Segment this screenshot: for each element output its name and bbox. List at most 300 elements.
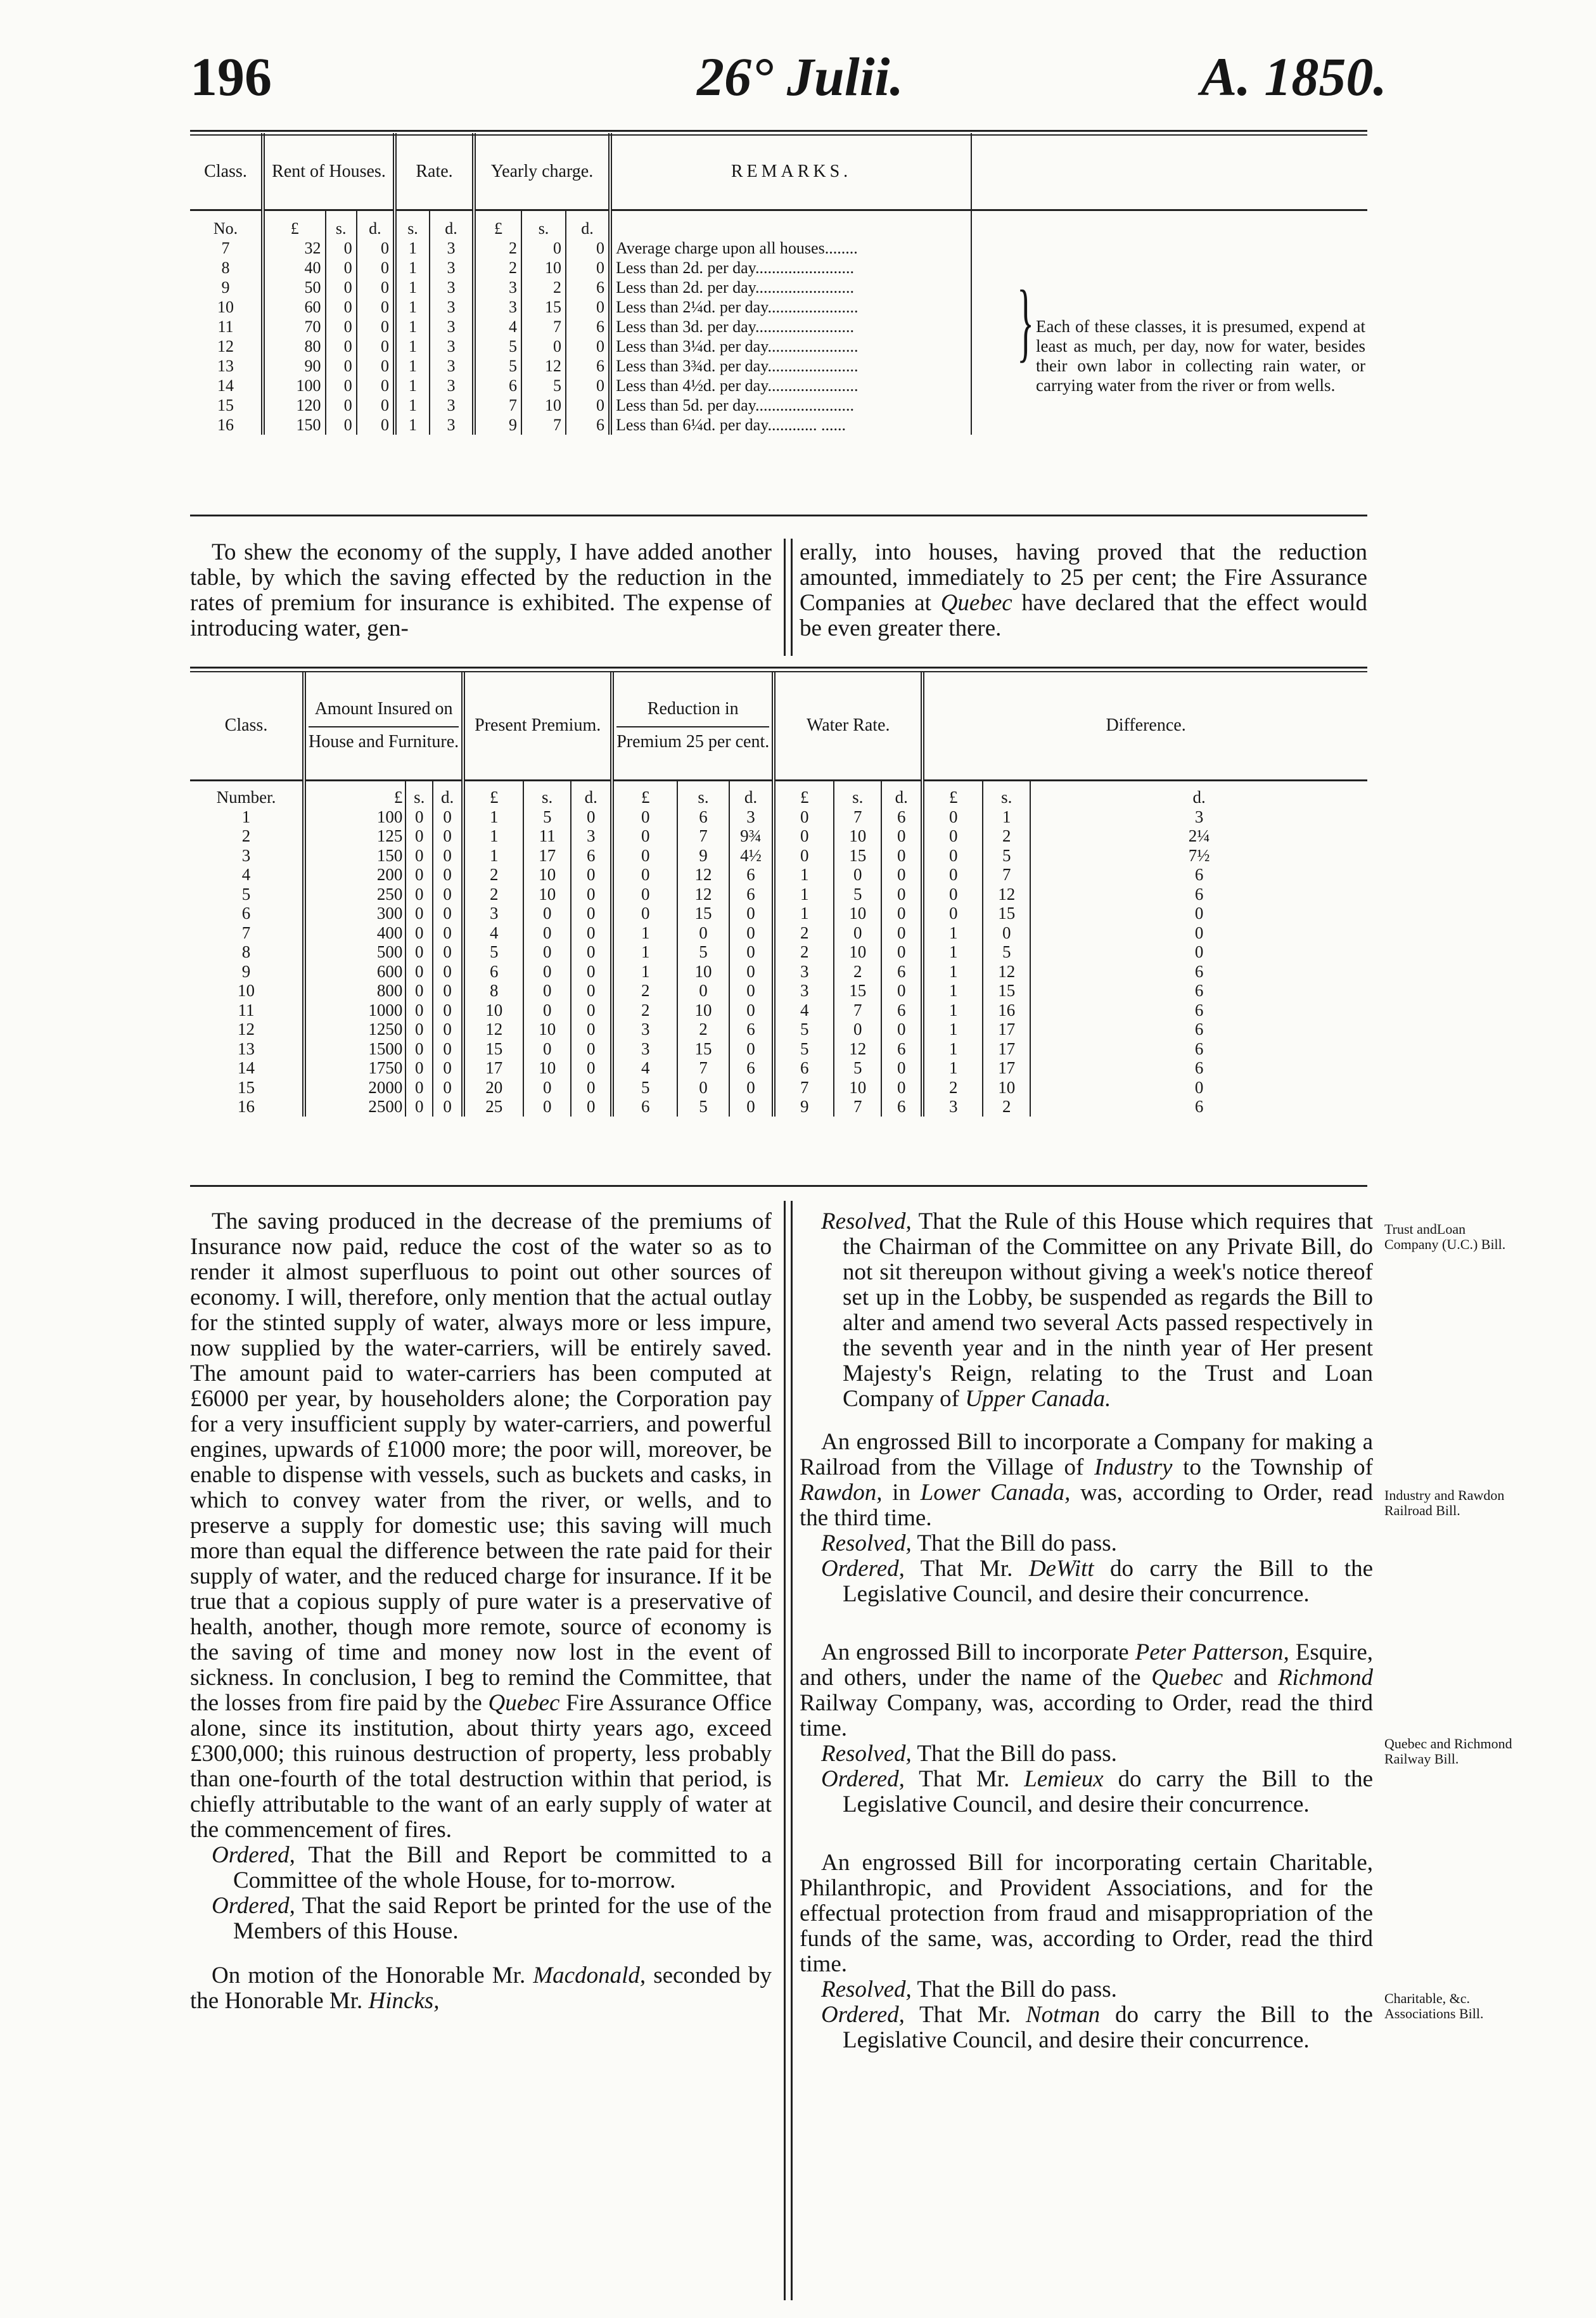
member-name: Notman bbox=[1026, 2002, 1101, 2028]
ordered-text: do carry the Bill to the Legislative Council, and desire their concurrence. bbox=[843, 1556, 1373, 1607]
t2-cell: 5 bbox=[677, 942, 729, 962]
t1-cell: 0 bbox=[357, 258, 395, 278]
resolved-label: Resolved, bbox=[821, 1530, 912, 1556]
t2-cell: 0 bbox=[523, 981, 571, 1001]
t2-cell: 0 bbox=[881, 942, 922, 962]
t2-cell: 6 bbox=[677, 807, 729, 827]
page-number: 196 bbox=[190, 46, 272, 107]
t2-cell: 1 bbox=[774, 865, 834, 885]
t2-row bbox=[190, 826, 1367, 846]
t1-cell: 3 bbox=[430, 278, 474, 297]
t2-cell: 800 bbox=[304, 981, 405, 1001]
t2-cell: 0 bbox=[405, 846, 433, 866]
bill-text: An engrossed Bill to incorporate a Company for making a Railroad from the Village of bbox=[800, 1429, 1373, 1480]
t2-cell: 0 bbox=[729, 904, 774, 923]
t2-cell: 10 bbox=[983, 1078, 1030, 1098]
t2-cell: 11 bbox=[190, 1001, 304, 1020]
t1-cell: 16 bbox=[190, 415, 263, 435]
t2-cell: 6 bbox=[1194, 981, 1204, 1000]
t2-cell: 4½ bbox=[729, 846, 774, 866]
t2-cell: 0 bbox=[523, 923, 571, 943]
t2-unit: Number. bbox=[190, 781, 304, 807]
t2-cell: 10 bbox=[677, 962, 729, 982]
t1-cell: 14 bbox=[190, 376, 263, 395]
t1-cell: 1 bbox=[395, 336, 430, 356]
t2-unit: £ bbox=[304, 781, 405, 807]
t2-bottom-rule bbox=[190, 1185, 1367, 1187]
t2-cell: 2 bbox=[612, 981, 677, 1001]
t1-cell: 1 bbox=[395, 395, 430, 415]
motion-text: seconded by the Honorable Mr. bbox=[190, 1963, 772, 2014]
t1-unit: s. bbox=[326, 210, 357, 239]
t2-cell: 1 bbox=[922, 1039, 983, 1059]
intro-right-text: erally, into houses, having proved that the reduction amounted, immediately to 25 per cent; the Fire Assurance Companies at bbox=[800, 539, 1367, 616]
t1-cell: 0 bbox=[357, 317, 395, 336]
t1-cell: 2 bbox=[521, 278, 566, 297]
t2-cell: 9¾ bbox=[729, 826, 774, 846]
t1-cell: 0 bbox=[357, 238, 395, 258]
saving-paragraph-end: Fire Assurance Office alone, since its institution, about thirty years ago, exceed £300,000; this ruinous destruction of property, less probably than one-fourth of the total destruction within that period, is chiefly attributable to the want of an early supply of water at the commencement of fires. bbox=[190, 1690, 772, 1843]
t2-cell: 0 bbox=[405, 904, 433, 923]
t2-cell: 0 bbox=[881, 826, 922, 846]
t2-cell: 12 bbox=[983, 885, 1030, 904]
t2-cell: 1 bbox=[922, 1020, 983, 1039]
t2-unit: d. bbox=[1192, 788, 1206, 807]
t2-unit: £ bbox=[922, 781, 983, 807]
t1-cell: 10 bbox=[521, 258, 566, 278]
t1-cell: 0 bbox=[326, 336, 357, 356]
t2-cell: 0 bbox=[571, 1058, 612, 1078]
t1-cell: 40 bbox=[263, 258, 326, 278]
t1-cell: 10 bbox=[521, 395, 566, 415]
t2-cell: 2 bbox=[612, 1001, 677, 1020]
bill-text: and bbox=[1223, 1665, 1278, 1691]
t1-cell: 60 bbox=[263, 297, 326, 317]
t1-cell: 0 bbox=[521, 336, 566, 356]
t2-cell: 300 bbox=[304, 904, 405, 923]
t2-row bbox=[190, 1078, 1367, 1098]
t2-cell: 1 bbox=[774, 885, 834, 904]
t1-cell: 1 bbox=[395, 258, 430, 278]
t1-cell: 12 bbox=[190, 336, 263, 356]
t2-cell: 0 bbox=[433, 846, 463, 866]
resolved-label: Resolved, bbox=[821, 1741, 912, 1767]
t2-cell: 0 bbox=[774, 826, 834, 846]
t2-cell: 0 bbox=[1194, 942, 1204, 961]
t2-cell: 1 bbox=[922, 1058, 983, 1078]
t1-cell: 8 bbox=[190, 258, 263, 278]
t2-cell: 3 bbox=[612, 1020, 677, 1039]
t2-cell: 17 bbox=[983, 1039, 1030, 1059]
t2-cell: 6 bbox=[1194, 1020, 1204, 1039]
t2-cell: 0 bbox=[1194, 904, 1204, 923]
t2-cell: 5 bbox=[834, 885, 881, 904]
t2-cell: 1250 bbox=[304, 1020, 405, 1039]
t1-cell: 0 bbox=[357, 356, 395, 376]
intro-right bbox=[800, 540, 1367, 641]
t2-cell: 11 bbox=[523, 826, 571, 846]
t2-cell: 0 bbox=[433, 1078, 463, 1098]
t2-row bbox=[190, 807, 1367, 827]
t2-cell: 0 bbox=[571, 1039, 612, 1059]
t2-cell: 0 bbox=[881, 981, 922, 1001]
t2-cell: 1 bbox=[190, 807, 304, 827]
t2-cell: 4 bbox=[463, 923, 523, 943]
t2-cell: 15 bbox=[677, 1039, 729, 1059]
t2-cell: 5 bbox=[677, 1097, 729, 1117]
t1-cell: 2 bbox=[474, 238, 521, 258]
motion-text: On motion of the Honorable Mr. bbox=[212, 1963, 533, 1988]
t2-cell: 5 bbox=[463, 942, 523, 962]
t2-cell: 10 bbox=[523, 865, 571, 885]
t2-cell: 0 bbox=[881, 865, 922, 885]
t1-cell: 0 bbox=[357, 415, 395, 435]
t1-cell: 7 bbox=[521, 415, 566, 435]
t2-cell: 6 bbox=[463, 962, 523, 982]
t1-row bbox=[190, 258, 1367, 278]
resolved-place: Upper Canada. bbox=[965, 1386, 1111, 1412]
t2-cell: 0 bbox=[433, 885, 463, 904]
t1-cell: 15 bbox=[521, 297, 566, 317]
t2-cell: 2 bbox=[834, 962, 881, 982]
t2-cell: 7 bbox=[834, 807, 881, 827]
t1-row bbox=[190, 238, 1367, 258]
t1-cell: 0 bbox=[326, 258, 357, 278]
t1-units-row bbox=[190, 210, 1367, 239]
t2-cell: 0 bbox=[433, 923, 463, 943]
t2-cell: 3 bbox=[612, 1039, 677, 1059]
t2-cell: 2000 bbox=[304, 1078, 405, 1098]
page-date: 26° Julii. bbox=[697, 46, 903, 107]
margin-note-trust-loan: Trust andLoan Company (U.C.) Bill. bbox=[1384, 1221, 1506, 1252]
place-name: Quebec bbox=[1151, 1665, 1223, 1691]
t1-cell: 0 bbox=[326, 376, 357, 395]
t2-cell: 100 bbox=[304, 807, 405, 827]
t2-cell: 6 bbox=[1194, 1058, 1204, 1077]
t2-cell: 12 bbox=[983, 962, 1030, 982]
t1-cell: 5 bbox=[474, 356, 521, 376]
t2-cell: 10 bbox=[523, 1058, 571, 1078]
t1-cell: Less than 2d. per day........................ bbox=[610, 278, 971, 297]
t2-row bbox=[190, 1039, 1367, 1059]
t1-cell: 0 bbox=[326, 415, 357, 435]
t2-cell: 0 bbox=[523, 1097, 571, 1117]
t1-cell: 10 bbox=[190, 297, 263, 317]
t2-cell: 0 bbox=[405, 885, 433, 904]
t1-row bbox=[190, 278, 1367, 297]
t1-cell: Less than 3¼d. per day...................... bbox=[610, 336, 971, 356]
t1-cell: 3 bbox=[430, 258, 474, 278]
t2-cell: 0 bbox=[612, 807, 677, 827]
t2-cell: 0 bbox=[677, 923, 729, 943]
t2-cell: 9 bbox=[190, 962, 304, 982]
t1-cell: 4 bbox=[474, 317, 521, 336]
saving-paragraph: The saving produced in the decrease of the premiums of Insurance now paid, reduce the cost of the water so as to render it almost superfluous to point out other sources of economy. I will, therefore, only mention that the actual outlay for the stinted supply of water, always more or less impure, now supplied by the water-carriers, will be entirely saved. The amount paid to water-carriers has been computed at £6000 per year, by householders alone; the Corporation pay for a very insufficient supply by water-carriers, and powerful engines, upwards of £1000 more; the poor will, moreover, be enable to dispense with vessels, such as buckets and casks, in which to convey water from the river, or wells, and to preserve a supply for domestic use; this saving will much more than equal the difference between the rate paid for their supply of water, and the reduced charge for insurance. If it be true that a copious supply of pure water is a preservative of health, another, though more remote, source of economy is the saving of time and money now lost in the event of sickness. In conclusion, I beg to remind the Committee, that the losses from fire paid by the bbox=[190, 1208, 772, 1716]
t1-cell: 3 bbox=[474, 297, 521, 317]
t2-cell: 1 bbox=[922, 962, 983, 982]
t2-cell: 0 bbox=[523, 1039, 571, 1059]
t2-cell: 4 bbox=[612, 1058, 677, 1078]
t2-cell: 7 bbox=[774, 1078, 834, 1098]
t2-row bbox=[190, 846, 1367, 866]
margin-note-industry-rawdon: Industry and Rawdon Railroad Bill. bbox=[1384, 1487, 1505, 1518]
t2-cell: 0 bbox=[405, 1039, 433, 1059]
t2-cell: 1 bbox=[922, 1001, 983, 1020]
t2-cell: 0 bbox=[571, 807, 612, 827]
t1-cell: 3 bbox=[430, 395, 474, 415]
t1-cell: Less than 3¾d. per day...................... bbox=[610, 356, 971, 376]
t1-cell: 0 bbox=[326, 317, 357, 336]
t2-cell: 7½ bbox=[1188, 845, 1210, 865]
t2-row bbox=[190, 1097, 1367, 1117]
t2-cell: 0 bbox=[1194, 1077, 1204, 1097]
t2-cell: 0 bbox=[922, 865, 983, 885]
t2-cell: 3 bbox=[1194, 807, 1204, 826]
t1-cell: 7 bbox=[474, 395, 521, 415]
t2-row bbox=[190, 885, 1367, 904]
t1-cell: 9 bbox=[190, 278, 263, 297]
motion-name: Macdonald, bbox=[533, 1963, 646, 1988]
t2-cell: 0 bbox=[433, 942, 463, 962]
t1-unit: s. bbox=[521, 210, 566, 239]
t2-header-difference: Difference. bbox=[1106, 715, 1186, 735]
t1-cell: Less than 4½d. per day...................... bbox=[610, 376, 971, 395]
t2-cell: 0 bbox=[405, 1078, 433, 1098]
t1-cell: 3 bbox=[430, 415, 474, 435]
t1-cell: 0 bbox=[566, 376, 610, 395]
t2-cell: 2 bbox=[774, 923, 834, 943]
t2-cell: 0 bbox=[405, 981, 433, 1001]
t2-cell: 2¼ bbox=[1188, 826, 1210, 845]
t2-cell: 17 bbox=[523, 846, 571, 866]
bill-text: An engrossed Bill to incorporate bbox=[821, 1639, 1135, 1665]
t1-cell: 0 bbox=[357, 278, 395, 297]
place-name: Richmond bbox=[1277, 1665, 1373, 1691]
t2-cell: 9 bbox=[677, 846, 729, 866]
t1-row bbox=[190, 415, 1367, 435]
t2-cell: 0 bbox=[405, 1020, 433, 1039]
t2-cell: 7 bbox=[983, 865, 1030, 885]
t2-cell: 0 bbox=[677, 1078, 729, 1098]
t2-cell: 3 bbox=[571, 826, 612, 846]
ordered-label: Ordered, bbox=[821, 1766, 905, 1792]
t2-cell: 2 bbox=[463, 885, 523, 904]
t2-cell: 6 bbox=[774, 1058, 834, 1078]
resolved-text: That the Rule of this House which requires that the Chairman of the Committee on any Private Bill, do not sit thereupon without giving a week's notice thereof set up in the Lobby, be suspended as regards the Bill to alter and amend two several Acts passed respectively in the seventh year and in the ninth year of Her present Majesty's Reign, relating to the Trust and Loan Company of bbox=[843, 1208, 1373, 1412]
t2-cell: 17 bbox=[983, 1058, 1030, 1078]
t2-cell: 2 bbox=[677, 1020, 729, 1039]
t2-unit: s. bbox=[405, 781, 433, 807]
t2-cell: 3 bbox=[729, 807, 774, 827]
t1-cell: 80 bbox=[263, 336, 326, 356]
resolved-label: Resolved, bbox=[821, 1976, 912, 2002]
t2-cell: 2 bbox=[463, 865, 523, 885]
t2-cell: 0 bbox=[612, 826, 677, 846]
t1-cell: Less than 6¼d. per day............ ...... bbox=[610, 415, 971, 435]
ordered-text: That Mr. bbox=[904, 1766, 1025, 1792]
t2-cell: 5 bbox=[774, 1039, 834, 1059]
t2-cell: 0 bbox=[571, 885, 612, 904]
t2-cell: 6 bbox=[881, 1097, 922, 1117]
t1-cell: 120 bbox=[263, 395, 326, 415]
t1-cell: 6 bbox=[566, 278, 610, 297]
t1-header-class: Class. bbox=[190, 133, 263, 210]
t1-cell: 1 bbox=[395, 356, 430, 376]
t1-cell: 6 bbox=[474, 376, 521, 395]
t2-cell: 12 bbox=[463, 1020, 523, 1039]
t1-cell: 12 bbox=[521, 356, 566, 376]
t1-cell: 0 bbox=[326, 356, 357, 376]
t2-cell: 3 bbox=[190, 846, 304, 866]
t2-cell: 7 bbox=[677, 826, 729, 846]
bill-industry-rawdon bbox=[800, 1430, 1373, 1531]
t2-cell: 0 bbox=[922, 885, 983, 904]
t1-cell: 3 bbox=[430, 297, 474, 317]
t2-cell: 7 bbox=[677, 1058, 729, 1078]
t2-cell: 6 bbox=[729, 885, 774, 904]
t2-cell: 0 bbox=[571, 981, 612, 1001]
t2-cell: 0 bbox=[523, 1078, 571, 1098]
t1-header-remarks: REMARKS. bbox=[610, 133, 971, 210]
t2-cell: 0 bbox=[881, 1058, 922, 1078]
t1-bottom-rule bbox=[190, 515, 1367, 516]
t2-cell: 150 bbox=[304, 846, 405, 866]
t2-cell: 8 bbox=[463, 981, 523, 1001]
t1-cell: 5 bbox=[521, 376, 566, 395]
t2-cell: 6 bbox=[1194, 961, 1204, 981]
t1-cell: 5 bbox=[474, 336, 521, 356]
intro-left bbox=[190, 540, 772, 641]
t2-cell: 0 bbox=[612, 846, 677, 866]
t2-cell: 1 bbox=[922, 923, 983, 943]
t2-cell: 0 bbox=[881, 923, 922, 943]
ordered-label: Ordered, bbox=[821, 1556, 905, 1582]
t1-cell: 3 bbox=[430, 317, 474, 336]
t1-cell: 6 bbox=[566, 356, 610, 376]
t2-cell: 1 bbox=[463, 826, 523, 846]
t2-header-reduction bbox=[612, 672, 774, 781]
t1-cell: 0 bbox=[326, 238, 357, 258]
t2-cell: 2 bbox=[983, 1097, 1030, 1117]
t2-row bbox=[190, 865, 1367, 885]
resolved-trust-loan bbox=[800, 1209, 1373, 1412]
t2-cell: 17 bbox=[463, 1058, 523, 1078]
t2-cell: 400 bbox=[304, 923, 405, 943]
t1-cell: 0 bbox=[357, 376, 395, 395]
t2-cell: 5 bbox=[774, 1020, 834, 1039]
t2-cell: 10 bbox=[463, 1001, 523, 1020]
t2-cell: 0 bbox=[433, 1020, 463, 1039]
t2-cell: 2500 bbox=[304, 1097, 405, 1117]
t2-cell: 1 bbox=[463, 846, 523, 866]
t2-cell: 7 bbox=[834, 1097, 881, 1117]
t2-cell: 0 bbox=[729, 1078, 774, 1098]
t2-unit: s. bbox=[677, 781, 729, 807]
t2-cell: 0 bbox=[433, 1097, 463, 1117]
t2-cell: 12 bbox=[190, 1020, 304, 1039]
t2-cell: 13 bbox=[190, 1039, 304, 1059]
t2-cell: 0 bbox=[881, 1020, 922, 1039]
saving-quebec: Quebec bbox=[488, 1690, 560, 1716]
t2-cell: 0 bbox=[405, 865, 433, 885]
t2-cell: 4 bbox=[190, 865, 304, 885]
t2-cell: 0 bbox=[571, 942, 612, 962]
ordered-text: That Mr. bbox=[904, 2002, 1026, 2028]
bill-text: was, according to Order, read the third time. bbox=[800, 1480, 1373, 1531]
t2-cell: 0 bbox=[433, 1058, 463, 1078]
t1-cell: 3 bbox=[430, 376, 474, 395]
t1-unit: £ bbox=[474, 210, 521, 239]
margin-note-charitable: Charitable, &c. Associations Bill. bbox=[1384, 1990, 1484, 2021]
t2-cell: 0 bbox=[523, 962, 571, 982]
t2-row bbox=[190, 981, 1367, 1001]
t1-row bbox=[190, 395, 1367, 415]
t2-cell: 600 bbox=[304, 962, 405, 982]
t2-cell: 1750 bbox=[304, 1058, 405, 1078]
t2-cell: 5 bbox=[190, 885, 304, 904]
t2-cell: 6 bbox=[881, 962, 922, 982]
t2-cell: 0 bbox=[405, 1001, 433, 1020]
t2-cell: 2 bbox=[774, 942, 834, 962]
column-divider-main bbox=[784, 1201, 793, 2300]
t1-cell: 2 bbox=[474, 258, 521, 278]
t2-cell: 6 bbox=[1194, 1097, 1204, 1116]
t2-cell: 12 bbox=[677, 885, 729, 904]
t2-cell: 6 bbox=[1194, 865, 1204, 884]
t2-cell: 0 bbox=[571, 962, 612, 982]
t2-top-rule bbox=[190, 667, 1367, 669]
t2-cell: 0 bbox=[881, 885, 922, 904]
t1-cell: 0 bbox=[326, 395, 357, 415]
t2-cell: 15 bbox=[463, 1039, 523, 1059]
t2-cell: 2 bbox=[922, 1078, 983, 1098]
t1-cell: 11 bbox=[190, 317, 263, 336]
t2-cell: 5 bbox=[834, 1058, 881, 1078]
t1-row bbox=[190, 297, 1367, 317]
t1-cell: 7 bbox=[190, 238, 263, 258]
t2-cell: 15 bbox=[983, 981, 1030, 1001]
t1-cell: 32 bbox=[263, 238, 326, 258]
column-divider bbox=[784, 539, 793, 656]
t2-header-insured bbox=[304, 672, 463, 781]
t2-cell: 6 bbox=[881, 1039, 922, 1059]
t2-unit: £ bbox=[774, 781, 834, 807]
t2-cell: 250 bbox=[304, 885, 405, 904]
t1-cell: 3 bbox=[430, 336, 474, 356]
t2-cell: 0 bbox=[571, 904, 612, 923]
t2-cell: 17 bbox=[983, 1020, 1030, 1039]
intro-left-text: To shew the economy of the supply, I have added another table, by which the saving effected by the reduction in the rates of premium for insurance is exhibited. The expense of introducing water, gen- bbox=[190, 539, 772, 641]
t1-cell: 1 bbox=[395, 415, 430, 435]
t2-cell: 14 bbox=[190, 1058, 304, 1078]
t1-cell: 0 bbox=[566, 258, 610, 278]
t2-cell: 10 bbox=[677, 1001, 729, 1020]
t2-cell: 0 bbox=[729, 981, 774, 1001]
place-name: Industry bbox=[1094, 1454, 1173, 1480]
t2-cell: 6 bbox=[1194, 884, 1204, 904]
t2-cell: 0 bbox=[729, 942, 774, 962]
t2-unit: d. bbox=[571, 781, 612, 807]
t2-cell: 0 bbox=[922, 807, 983, 827]
t2-cell: 200 bbox=[304, 865, 405, 885]
margin-note-quebec-richmond: Quebec and Richmond Railway Bill. bbox=[1384, 1736, 1512, 1767]
t2-row bbox=[190, 1058, 1367, 1078]
page-year: A. 1850. bbox=[1201, 46, 1387, 107]
t2-cell: 0 bbox=[433, 962, 463, 982]
t2-cell: 0 bbox=[612, 904, 677, 923]
t2-cell: 16 bbox=[190, 1097, 304, 1117]
t2-cell: 0 bbox=[881, 904, 922, 923]
